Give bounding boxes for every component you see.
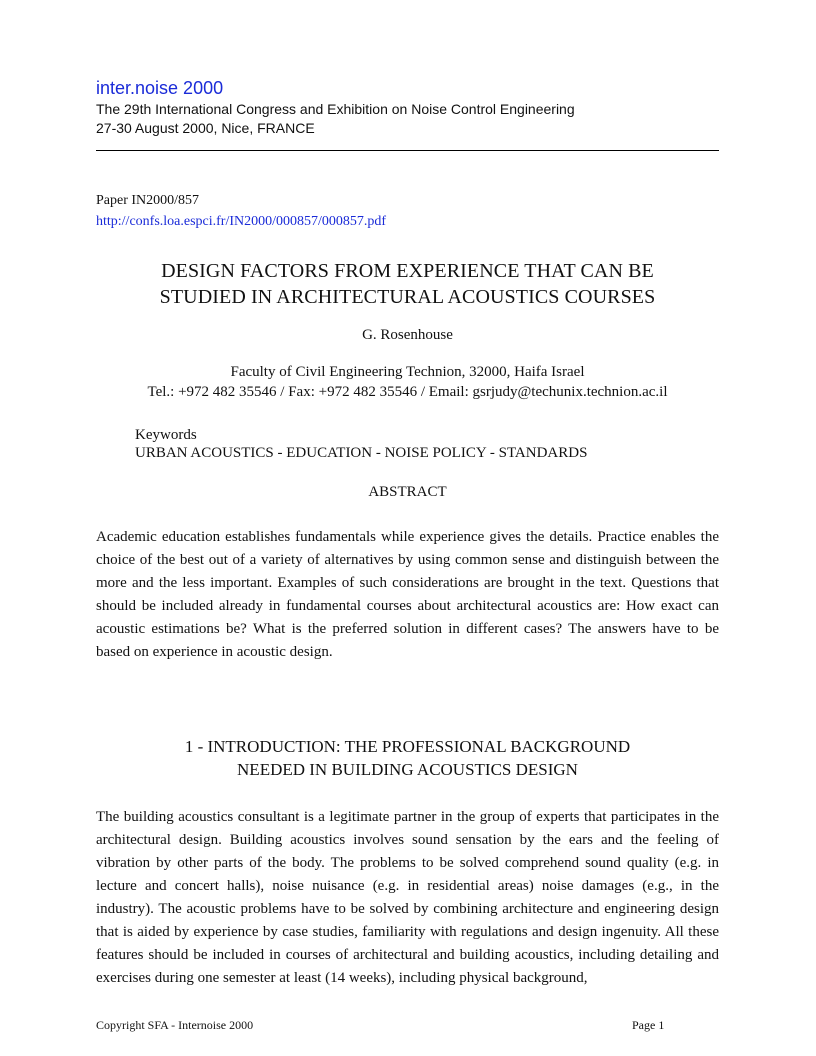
- paper-id: Paper IN2000/857: [96, 193, 200, 208]
- section-heading-line-2: NEEDED IN BUILDING ACOUSTICS DESIGN: [237, 760, 578, 779]
- introduction-text: The building acoustics consultant is a legitimate partner in the group of experts that participates in the architectural design. Building acoustics involves sound sensation by the ears and the feeling of vibration by other parts of the body. The problems to be solved comprehend sound quality (e.g. in lecture and concert halls), noise nuisance (e.g. in residential areas) noise damages (e.g., in the industry). The acoustic problems have to be solved by combining architecture and engineering design that is aided by experience by case studies, familiarity with regulations and design ingenuity. All these features should be included in courses of architectural and building acoustics, including detailing and exercises during one semester at least (14 weeks), including physical background,: [96, 809, 719, 986]
- copyright: Copyright SFA - Internoise 2000: [96, 1018, 254, 1032]
- congress-title: The 29th International Congress and Exhibition on Noise Control Engineering: [96, 101, 575, 117]
- abstract-heading: ABSTRACT: [368, 484, 447, 500]
- paper-title-line-2: STUDIED IN ARCHITECTURAL ACOUSTICS COURSES: [159, 286, 656, 308]
- header-divider: [96, 150, 719, 151]
- section-heading-line-1: 1 - INTRODUCTION: THE PROFESSIONAL BACKGROUND: [184, 737, 631, 756]
- contact-info: Tel.: +972 482 35546 / Fax: +972 482 35546 / Email: gsrjudy@techunix.technion.ac.il: [147, 384, 668, 400]
- paper-url-link[interactable]: http://confs.loa.espci.fr/IN2000/000857/000857.pdf: [96, 214, 387, 229]
- affiliation: Faculty of Civil Engineering Technion, 32000, Haifa Israel: [230, 364, 585, 380]
- conference-dates: 27-30 August 2000, Nice, FRANCE: [96, 120, 315, 136]
- conference-name: inter.noise 2000: [96, 78, 224, 98]
- author: G. Rosenhouse: [362, 327, 453, 343]
- page-number: Page 1: [632, 1018, 665, 1032]
- paper-title-line-1: DESIGN FACTORS FROM EXPERIENCE THAT CAN BE: [161, 260, 654, 282]
- keywords-label: Keywords: [135, 427, 197, 443]
- abstract-text: Academic education establishes fundamentals while experience gives the details. Practice enables the choice of the best out of a variety of alternatives by using common sense and distinguish between the more and the less important. Examples of such considerations are brought in the text. Questions that should be included already in fundamental courses about architectural acoustics are: How exact can acoustic estimations be? What is the preferred solution in different cases? The answers have to be based on experience in acoustic design.: [96, 529, 719, 660]
- keywords-values: URBAN ACOUSTICS - EDUCATION - NOISE POLICY - STANDARDS: [135, 445, 588, 461]
